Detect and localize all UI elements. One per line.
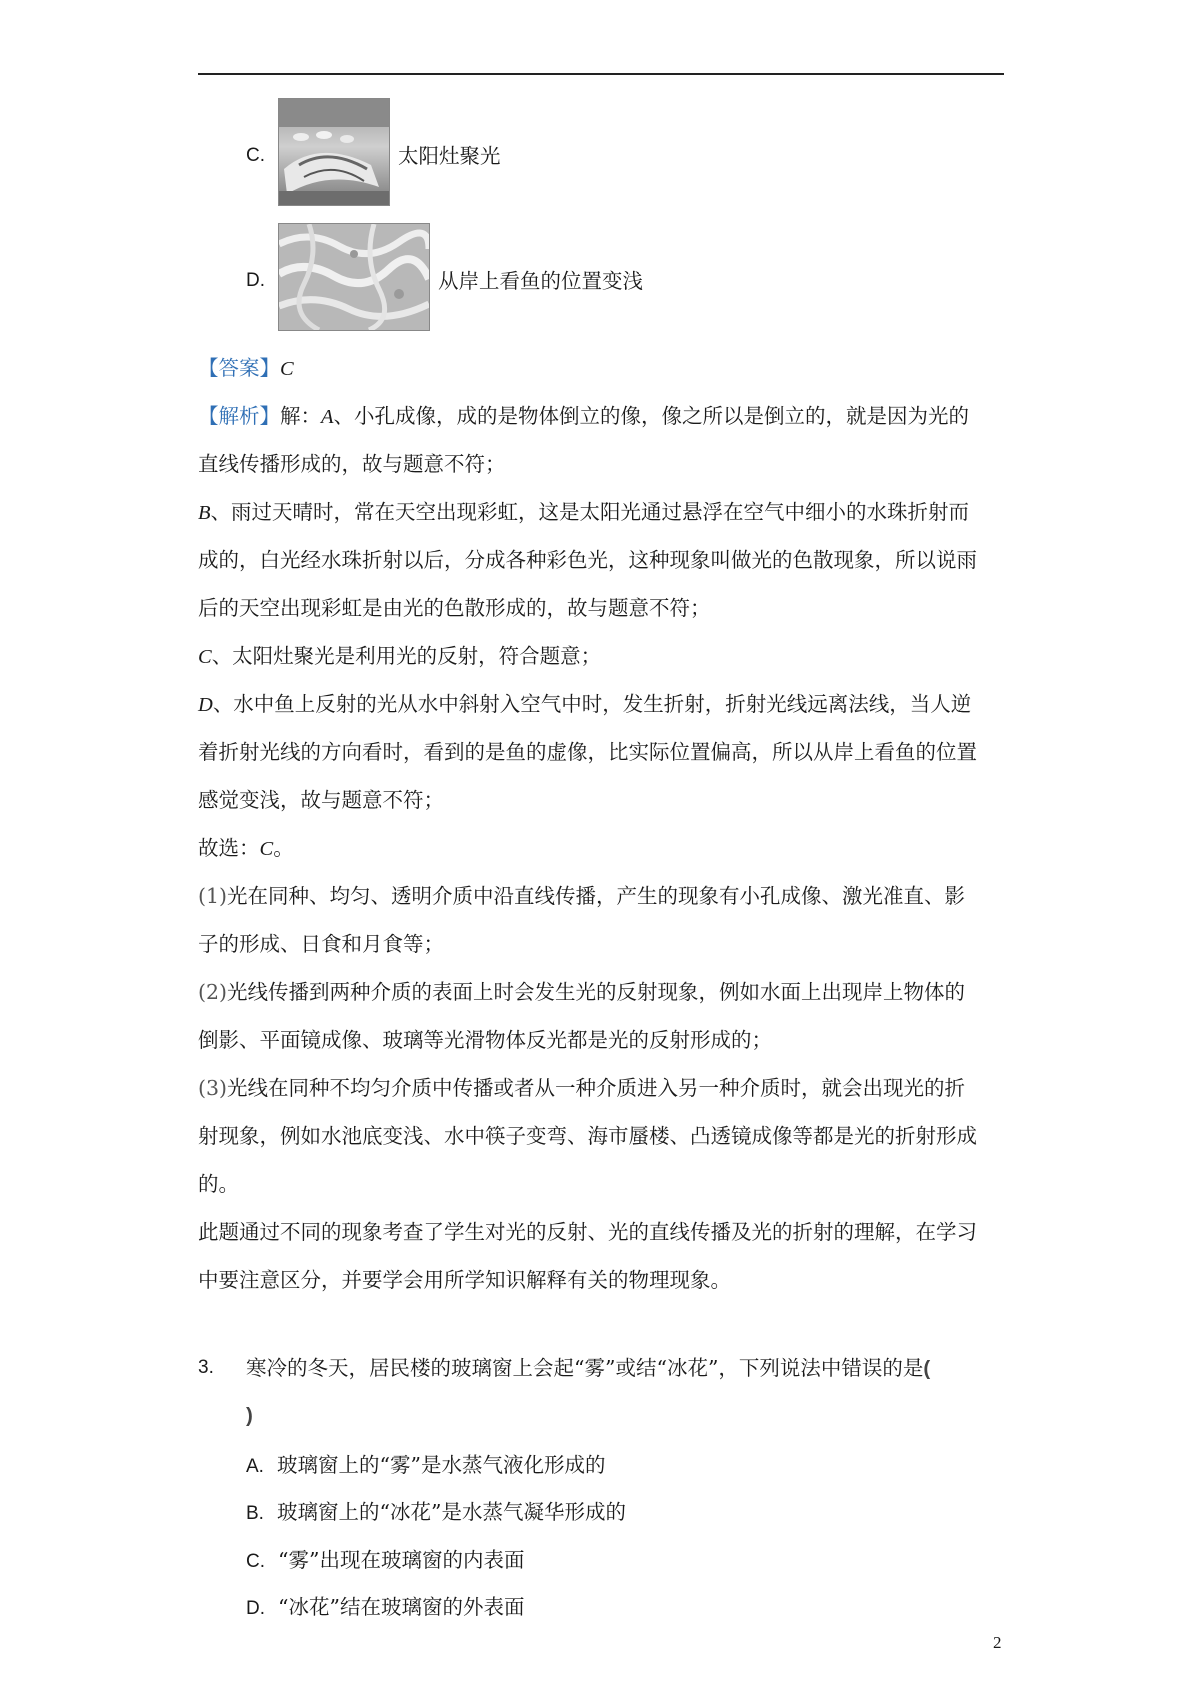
knowledge-3-number: (3) [198,1076,228,1100]
analysis-choose-line [198,833,294,864]
knowledge-2-line-2: 倒影、平面镜成像、玻璃等光滑物体反光都是光的反射形成的； [198,1028,772,1052]
option-text: 玻璃窗上的“雾”是水蒸气液化形成的 [277,1453,606,1477]
knowledge-3-line-3: 的。 [198,1172,239,1196]
analysis-d-text: 、水中鱼上反射的光从水中斜射入空气中时，发生折射，折射光线远离法线，当人逆 [212,692,972,716]
question-3-paren-close: ) [246,1404,253,1427]
analysis-a-text: 、小孔成像，成的是物体倒立的像，像之所以是倒立的，就是因为光的 [333,404,970,428]
solar-cooker-photo-icon [278,98,390,206]
summary-line-2: 中要注意区分，并要学会用所学知识解释有关的物理现象。 [198,1268,731,1292]
analysis-a-line-2: 直线传播形成的，故与题意不符； [198,452,506,476]
analysis-c-line-1 [198,641,601,672]
analysis-a-letter: A [321,406,334,428]
option-c-letter: C. [246,145,265,166]
page-number: 2 [993,1633,1002,1652]
knowledge-3-line-2: 射现象，例如水池底变浅、水中筷子变弯、海市蜃楼、凸透镜成像等都是光的折射形成 [198,1124,977,1148]
answer-line [198,353,294,384]
analysis-choose-letter: C [259,838,274,860]
option-text: “冰花”结在玻璃窗的外表面 [278,1595,525,1619]
question-3-paren-open: ( [923,1357,931,1380]
analysis-c-text: 、太阳灶聚光是利用光的反射，符合题意； [211,644,602,668]
option-letter: A. [246,1456,264,1477]
knowledge-1-line-1 [198,881,965,911]
question-3-option-c [246,1545,525,1577]
analysis-d-line-2: 着折射光线的方向看时，看到的是鱼的虚像，比实际位置偏高，所以从岸上看鱼的位置 [198,740,977,764]
knowledge-2-number: (2) [198,980,228,1004]
knowledge-1-text: 光在同种、均匀、透明介质中沿直线传播，产生的现象有小孔成像、激光准直、影 [227,884,966,908]
fish-in-water-photo-icon [278,223,430,331]
option-d-letter: D. [246,270,265,291]
analysis-intro: 解： [280,404,321,428]
analysis-b-line-1 [198,497,969,528]
option-d-text: 从岸上看鱼的位置变浅 [438,269,643,293]
knowledge-2-line-1 [198,977,965,1007]
analysis-tag: 【解析】 [198,404,280,428]
knowledge-3-line-1 [198,1073,965,1103]
question-3-option-b [246,1497,626,1529]
question-3-option-a [246,1450,605,1482]
analysis-choose-prefix: 故选： [198,836,260,860]
option-text: 玻璃窗上的“冰花”是水蒸气凝华形成的 [277,1500,626,1524]
knowledge-3-text: 光线在同种不均匀介质中传播或者从一种介质进入另一种介质时，就会出现光的折 [227,1076,966,1100]
analysis-b-line-2: 成的，白光经水珠折射以后，分成各种彩色光，这种现象叫做光的色散现象，所以说雨 [198,548,977,572]
option-text: “雾”出现在玻璃窗的内表面 [278,1548,525,1572]
analysis-d-letter: D [198,694,213,716]
question-3-stem: 寒冷的冬天，居民楼的玻璃窗上会起“雾”或结“冰花”，下列说法中错误的是 [246,1356,924,1380]
answer-value: C [280,358,294,380]
analysis-d-line-3: 感觉变浅，故与题意不符； [198,788,444,812]
knowledge-1-line-2: 子的形成、日食和月食等； [198,932,444,956]
analysis-b-letter: B [198,502,211,524]
header-rule [198,73,1004,75]
option-c-text: 太阳灶聚光 [398,144,501,168]
analysis-b-text: 、雨过天晴时，常在天空出现彩虹，这是太阳光通过悬浮在空气中细小的水珠折射而 [210,500,970,524]
analysis-d-line-1 [198,689,971,720]
option-letter: B. [246,1503,264,1524]
answer-tag: 【答案】 [198,356,280,380]
option-letter: D. [246,1598,265,1619]
analysis-choose-suffix: 。 [273,836,294,860]
analysis-a-line-1 [198,401,969,432]
question-3-number: 3. [198,1357,214,1378]
option-letter: C. [246,1551,265,1572]
knowledge-1-number: (1) [198,884,228,908]
analysis-b-line-3: 后的天空出现彩虹是由光的色散形成的，故与题意不符； [198,596,711,620]
analysis-c-letter: C [198,646,212,668]
question-3-stem-line [246,1353,930,1384]
summary-line-1: 此题通过不同的现象考查了学生对光的反射、光的直线传播及光的折射的理解，在学习 [198,1220,977,1244]
question-3-option-d [246,1592,525,1624]
knowledge-2-text: 光线传播到两种介质的表面上时会发生光的反射现象，例如水面上出现岸上物体的 [227,980,966,1004]
